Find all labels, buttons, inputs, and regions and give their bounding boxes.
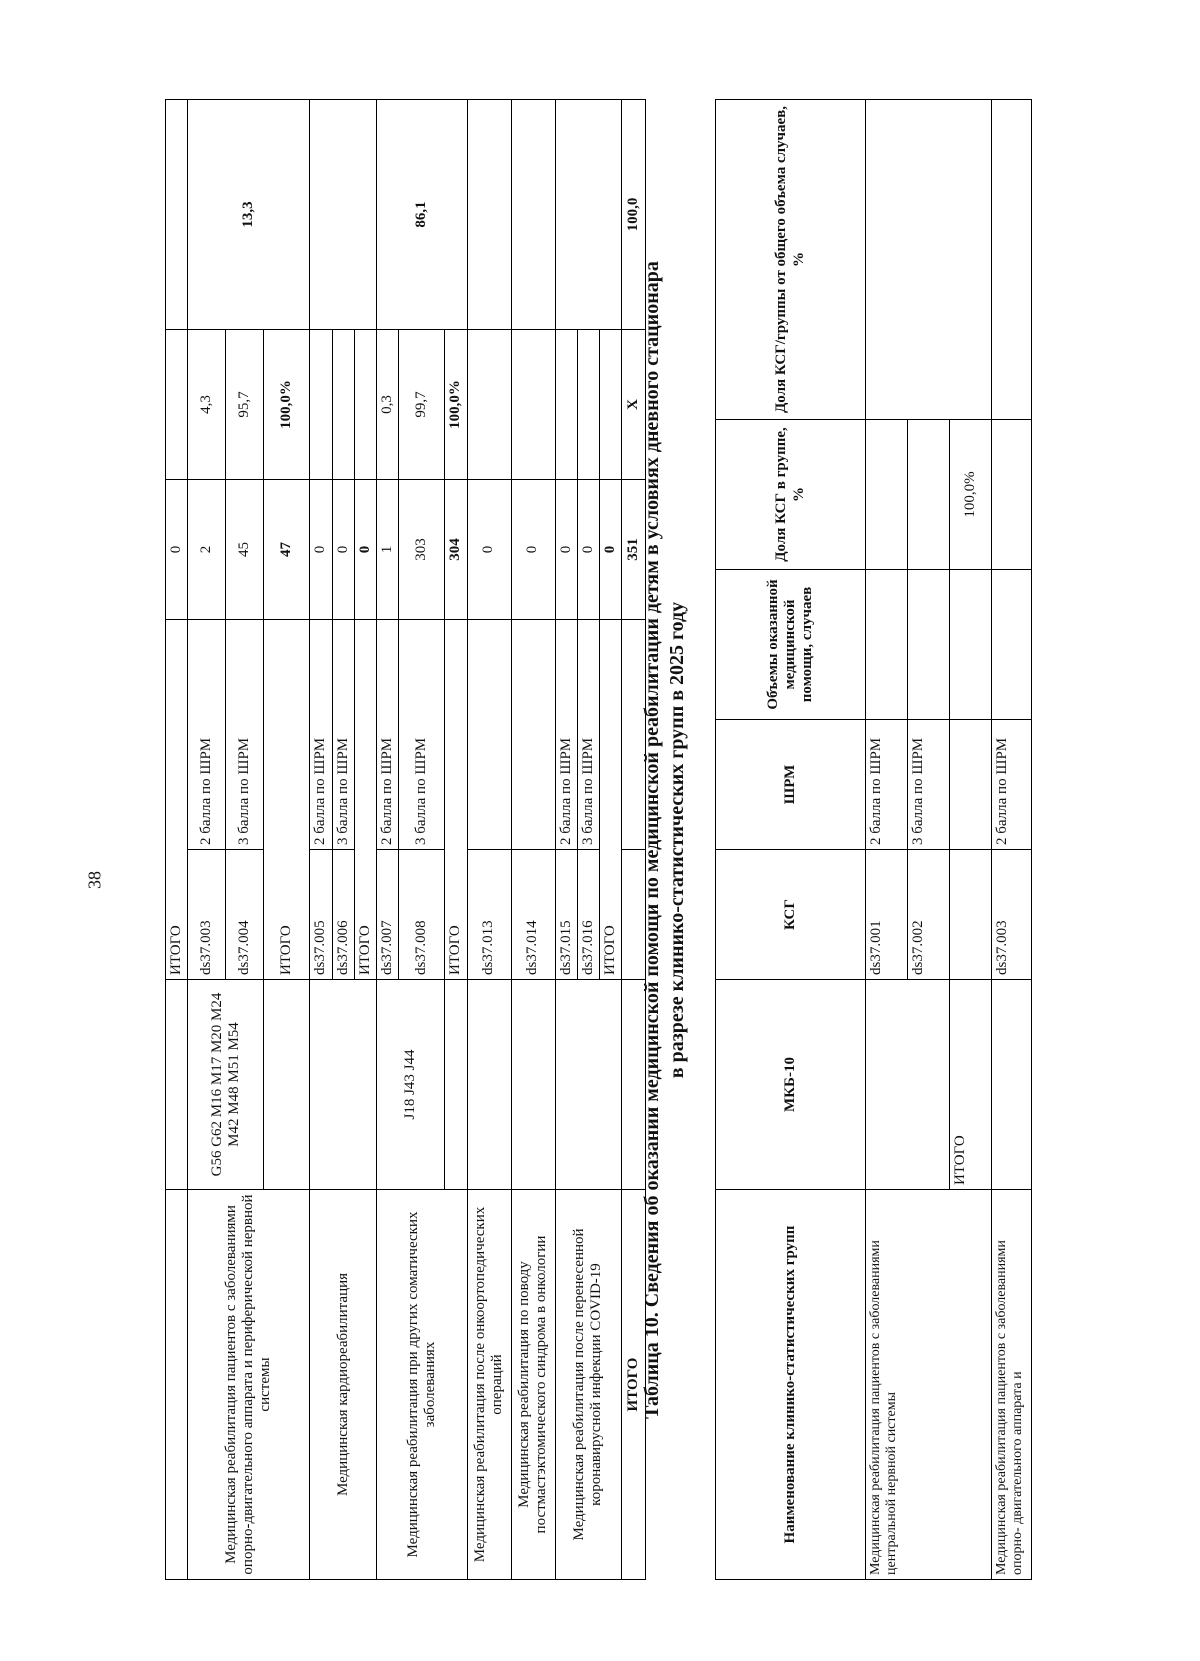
- share-group-cell: [467, 329, 511, 479]
- share-total-cell: [467, 99, 511, 329]
- table-row: [377, 99, 399, 1579]
- share-group-cell: [908, 420, 950, 570]
- table-row: [467, 99, 511, 1579]
- ksg-cell: ds37.013: [467, 850, 511, 980]
- page-number: 38: [84, 871, 105, 889]
- shrm-cell: [950, 720, 992, 850]
- shrm-cell: 3 балла по ШРМ: [332, 619, 354, 849]
- table-cell: [264, 980, 310, 1190]
- table-row: [188, 99, 226, 1579]
- header-ksg: КСГ: [716, 850, 866, 980]
- volume-cell: 0: [555, 479, 577, 619]
- share-group-cell: [511, 329, 555, 479]
- ksg-cell: ds37.002: [908, 850, 950, 980]
- mkb-cell: [866, 980, 950, 1190]
- group-name-cell: Медицинская реабилитация пациентов с заболеваниями центральной нервной системы: [866, 1190, 992, 1580]
- share-group-cell: [866, 420, 908, 570]
- volume-cell: 2: [188, 479, 226, 619]
- table-cell: [166, 99, 188, 329]
- header-group: Наименование клинико-статистических групп: [716, 1190, 866, 1580]
- share-group-cell: [577, 329, 599, 479]
- table-row: [992, 100, 1032, 1580]
- group-name-cell: Медицинская реабилитация пациентов с заболеваниями опорно-двигательного аппарата и периферической нервной системы: [188, 1190, 310, 1580]
- shrm-cell: 2 балла по ШРМ: [310, 619, 332, 849]
- itogo-cell: ИТОГО: [445, 619, 467, 979]
- share-group-cell: [600, 329, 622, 479]
- volume-cell: 0: [332, 479, 354, 619]
- mkb-cell: [555, 980, 622, 1190]
- ksg-cell: ds37.004: [226, 850, 264, 980]
- share-total-cell: 100,0: [622, 99, 646, 329]
- ksg-cell: ds37.007: [377, 850, 399, 980]
- volume-cell: 0: [166, 479, 188, 619]
- itogo-cell: ИТОГО: [264, 619, 310, 979]
- share-group-cell: [992, 420, 1032, 570]
- group-name-cell: Медицинская реабилитация после перенесенной коронавирусной инфекции COVID-19: [555, 1190, 622, 1580]
- mkb-cell: G56 G62 M16 M17 M20 M24 M42 M48 M51 M54: [188, 980, 264, 1190]
- caption-line-2: в разрезе клинико-статистических групп в 2025 году: [666, 601, 688, 1079]
- shrm-cell: 3 балла по ШРМ: [908, 720, 950, 850]
- table-row: [555, 99, 577, 1579]
- share-total-cell: [511, 99, 555, 329]
- mkb-cell: [310, 980, 377, 1190]
- volume-cell: 351: [622, 479, 646, 619]
- share-group-cell: 0,3: [377, 329, 399, 479]
- grand-total-label: ИТОГО: [622, 1190, 646, 1580]
- shrm-cell: [467, 619, 511, 849]
- header-volume: Объемы оказанной медицинской помощи, случаев: [716, 570, 866, 720]
- volume-cell: 303: [399, 479, 445, 619]
- shrm-cell: 2 балла по ШРМ: [866, 720, 908, 850]
- ksg-cell: ds37.005: [310, 850, 332, 980]
- volume-cell: 0: [577, 479, 599, 619]
- table-row: [310, 99, 332, 1579]
- header-share-total: Доля КСГ/группы от общего объема случаев, %: [716, 100, 866, 420]
- rehab-table-continued: [165, 99, 646, 1580]
- share-total-cell: [310, 99, 377, 329]
- share-total-cell: [555, 99, 622, 329]
- volume-cell: 0: [511, 479, 555, 619]
- mkb-cell: J18 J43 J44: [377, 980, 445, 1190]
- share-total-cell: [866, 100, 992, 420]
- share-total-cell: 86,1: [377, 99, 468, 329]
- volume-cell: [866, 570, 908, 720]
- volume-cell: [992, 570, 1032, 720]
- share-group-cell: 100,0%: [445, 329, 467, 479]
- share-group-cell: [332, 329, 354, 479]
- rotated-page-content: [115, 100, 1115, 1580]
- volume-cell: 0: [600, 479, 622, 619]
- table-cell: [166, 329, 188, 479]
- table-row: [511, 99, 555, 1579]
- share-total-cell: [992, 100, 1032, 420]
- header-shrm: ШРМ: [716, 720, 866, 850]
- ksg-cell: ds37.015: [555, 850, 577, 980]
- table10: [715, 99, 1032, 1580]
- shrm-cell: 2 балла по ШРМ: [188, 619, 226, 849]
- volume-cell: 0: [310, 479, 332, 619]
- volume-cell: [908, 570, 950, 720]
- shrm-cell: 3 балла по ШРМ: [226, 619, 264, 849]
- mkb-cell: [992, 980, 1032, 1190]
- group-name-cell: Медицинская кардиореабилитация: [310, 1190, 377, 1580]
- share-total-cell: 13,3: [188, 99, 310, 329]
- ksg-cell: ds37.016: [577, 850, 599, 980]
- shrm-cell: 3 балла по ШРМ: [399, 619, 445, 849]
- header-share-group: Доля КСГ в группе, %: [716, 420, 866, 570]
- itogo-cell: ИТОГО: [354, 619, 376, 979]
- volume-cell: 0: [467, 479, 511, 619]
- itogo-cell: ИТОГО: [950, 980, 992, 1190]
- table-header-row: [716, 100, 866, 1580]
- caption-line-1: Таблица 10. Сведения об оказании медицинской помощи по медицинской реабилитации детям в условиях дневного стационара: [641, 261, 663, 1419]
- itogo-cell: ИТОГО: [600, 619, 622, 979]
- ksg-cell: ds37.008: [399, 850, 445, 980]
- shrm-cell: 2 балла по ШРМ: [992, 720, 1032, 850]
- shrm-cell: 2 балла по ШРМ: [377, 619, 399, 849]
- table-cell: [166, 1190, 188, 1580]
- table-cell: [445, 980, 467, 1190]
- volume-cell: 47: [264, 479, 310, 619]
- shrm-cell: 3 балла по ШРМ: [577, 619, 599, 849]
- shrm-cell: [511, 619, 555, 849]
- volume-cell: 304: [445, 479, 467, 619]
- share-group-cell: 100,0%: [264, 329, 310, 479]
- share-group-cell: [555, 329, 577, 479]
- ksg-cell: ds37.006: [332, 850, 354, 980]
- table-cell: [166, 980, 188, 1190]
- group-name-cell: Медицинская реабилитация после онкоортопедических операций: [467, 1190, 511, 1580]
- group-name-cell: Медицинская реабилитация при других соматических заболеваниях: [377, 1190, 468, 1580]
- ksg-cell: ds37.003: [188, 850, 226, 980]
- table-row: [866, 100, 908, 1580]
- ksg-cell: ds37.003: [992, 850, 1032, 980]
- volume-cell: 0: [354, 479, 376, 619]
- header-mkb: МКБ-10: [716, 980, 866, 1190]
- itogo-cell: ИТОГО: [166, 619, 188, 979]
- ksg-cell: [950, 850, 992, 980]
- share-group-cell: X: [622, 329, 646, 479]
- share-group-cell: 95,7: [226, 329, 264, 479]
- shrm-cell: 2 балла по ШРМ: [555, 619, 577, 849]
- volume-cell: 1: [377, 479, 399, 619]
- mkb-cell: [467, 980, 511, 1190]
- ksg-cell: ds37.014: [511, 850, 555, 980]
- table10-caption: [640, 100, 690, 1580]
- group-name-cell: Медицинская реабилитация по поводу постмастэктомического синдрома в онкологии: [511, 1190, 555, 1580]
- share-group-cell: 100,0%: [950, 420, 992, 570]
- ksg-cell: ds37.001: [866, 850, 908, 980]
- volume-cell: [950, 570, 992, 720]
- share-group-cell: 4,3: [188, 329, 226, 479]
- mkb-cell: [511, 980, 555, 1190]
- share-group-cell: 99,7: [399, 329, 445, 479]
- table-row: [166, 99, 188, 1579]
- share-group-cell: [354, 329, 376, 479]
- volume-cell: 45: [226, 479, 264, 619]
- share-group-cell: [310, 329, 332, 479]
- group-name-cell: Медицинская реабилитация пациентов с заболеваниями опорно- двигательного аппарата и: [992, 1190, 1032, 1580]
